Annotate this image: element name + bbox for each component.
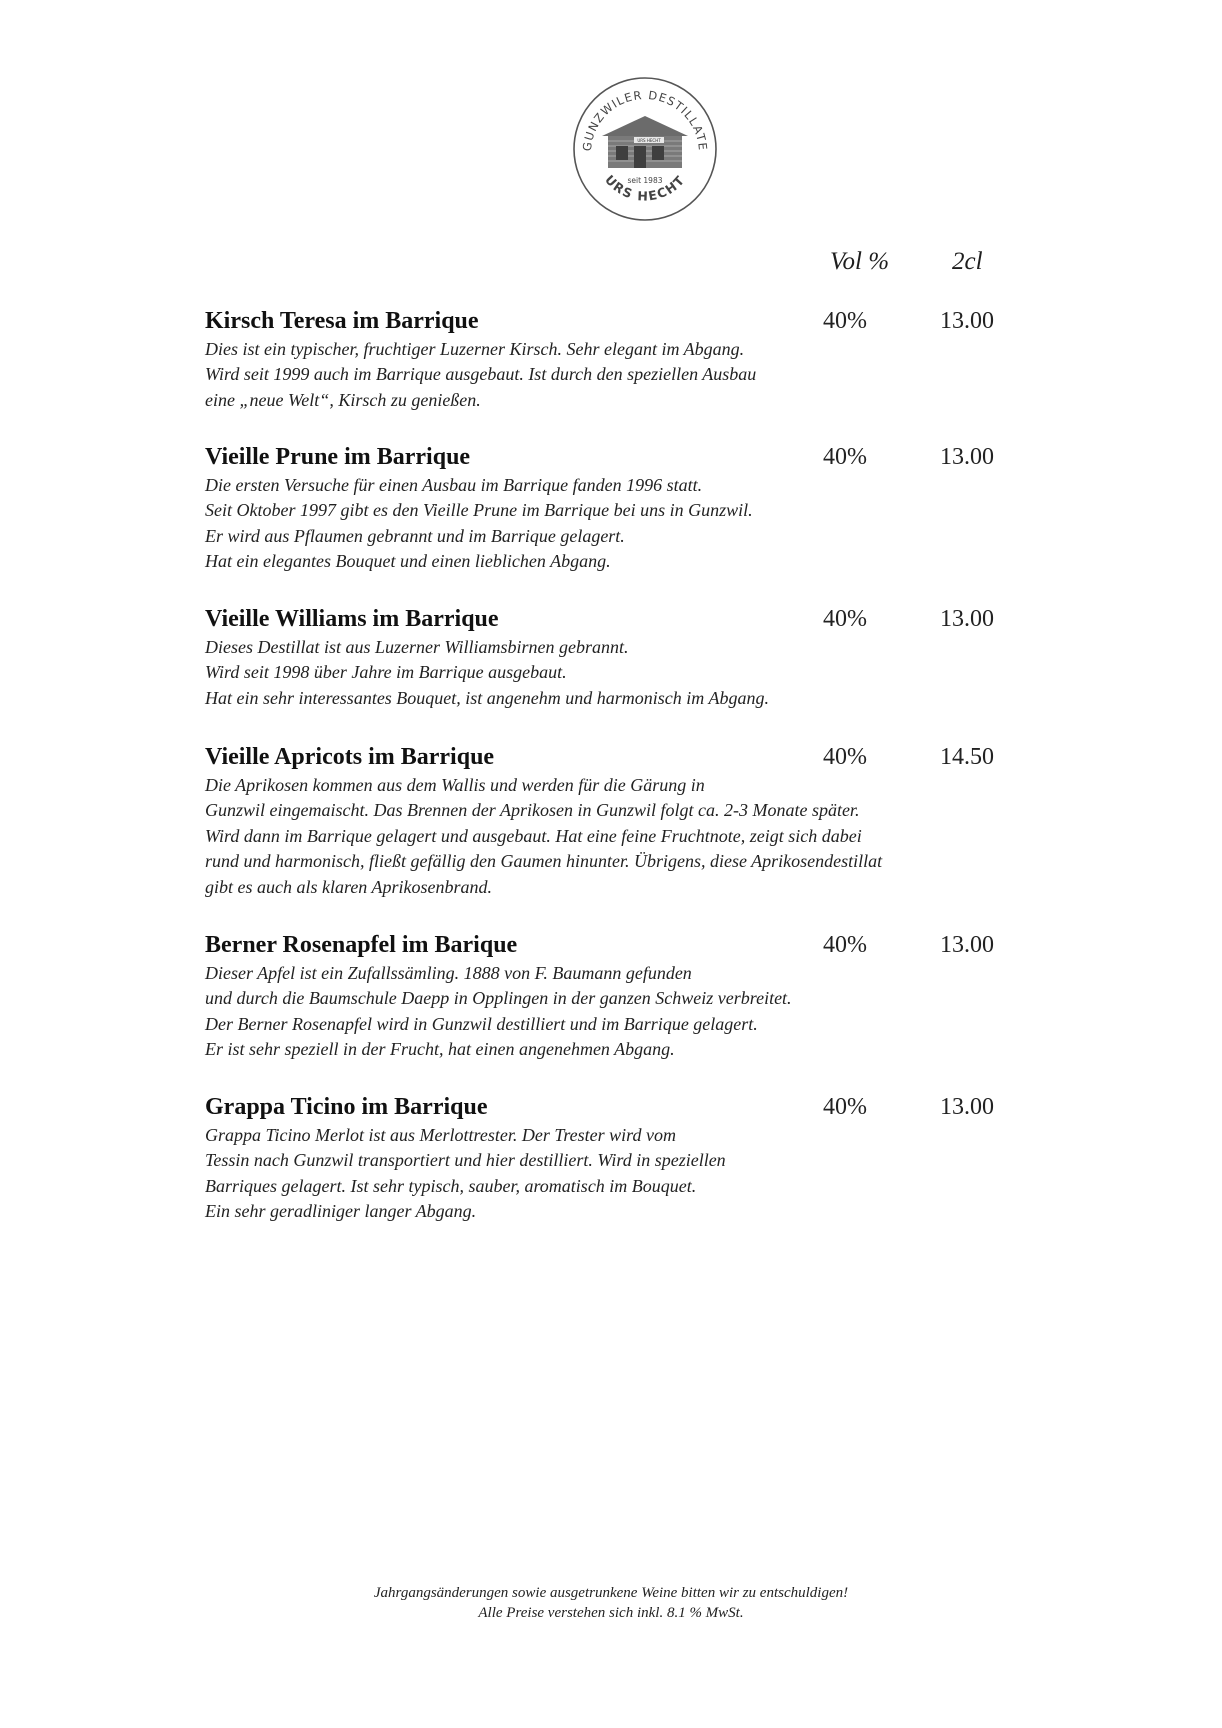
distillery-logo [572,76,718,222]
description-line: Er ist sehr speziell in der Frucht, hat einen angenehmen Abgang. [205,1039,675,1060]
entry-title: Vieille Williams im Barrique [205,606,499,632]
description-line: rund und harmonisch, fließt gefällig den Gaumen hinunter. Übrigens, diese Aprikosendestillat [205,851,883,872]
description-line: Ein sehr geradliniger langer Abgang. [205,1201,477,1222]
entry-description [205,773,1005,900]
description-line: Gunzwil eingemaischt. Das Brennen der Aprikosen in Gunzwil folgt ca. 2-3 Monate später. [205,800,860,821]
entry-title: Vieille Apricots im Barrique [205,744,495,770]
description-line: Die ersten Versuche für einen Ausbau im Barrique fanden 1996 statt. [205,475,703,495]
entry-vol: 40% [823,744,867,770]
logo-arc-bottom-text: URS HECHT [602,171,688,204]
description-line: Seit Oktober 1997 gibt es den Vieille Prune im Barrique bei uns in Gunzwil. [205,500,753,521]
entry-vol: 40% [823,444,867,470]
description-line: Grappa Ticino Merlot ist aus Merlottrester. Der Trester wird vom [205,1125,677,1145]
menu-entry [205,306,1005,413]
entry-price: 13.00 [940,308,994,334]
menu-entry [205,742,1005,900]
entry-vol: 40% [823,606,867,632]
footer-note [0,1583,1222,1623]
footer-line: Alle Preise verstehen sich inkl. 8.1 % MwSt. [478,1605,744,1621]
entry-title: Vieille Prune im Barrique [205,444,471,470]
entry-description [205,635,1005,711]
description-line: Wird seit 1999 auch im Barrique ausgebaut. Ist durch den speziellen Ausbau [205,364,757,385]
description-line: Dies ist ein typischer, fruchtiger Luzerner Kirsch. Sehr elegant im Abgang. [205,339,745,359]
entry-description [205,337,1005,413]
menu-entry [205,604,1005,711]
entry-title: Kirsch Teresa im Barrique [205,308,479,334]
description-line: eine „neue Welt“, Kirsch zu genießen. [205,389,481,410]
description-line: Dieses Destillat ist aus Luzerner Williamsbirnen gebrannt. [205,637,629,657]
menu-entry [205,930,1005,1063]
description-line: gibt es auch als klaren Aprikosenbrand. [205,876,492,897]
building-icon [602,116,688,168]
entry-price: 14.50 [940,744,994,770]
description-line: Der Berner Rosenapfel wird in Gunzwil destilliert und im Barrique gelagert. [205,1013,758,1034]
logo-since-text: seit 1983 [627,176,663,185]
description-line: und durch die Baumschule Daepp in Opplingen in der ganzen Schweiz verbreitet. [205,988,792,1009]
entry-vol: 40% [823,932,867,958]
description-line: Wird seit 1998 über Jahre im Barrique ausgebaut. [205,662,567,683]
description-line: Dieser Apfel ist ein Zufallssämling. 1888 von F. Baumann gefunden [205,963,692,983]
entry-vol: 40% [823,308,867,334]
description-line: Er wird aus Pflaumen gebrannt und im Barrique gelagert. [205,525,625,546]
column-header-size: 2cl [952,248,983,275]
entry-description [205,961,1005,1063]
description-line: Barriques gelagert. Ist sehr typisch, sauber, aromatisch im Bouquet. [205,1175,697,1196]
footer-line: Jahrgangsänderungen sowie ausgetrunkene Weine bitten wir zu entschuldigen! [373,1585,849,1601]
entry-description [205,473,1005,575]
description-line: Wird dann im Barrique gelagert und ausgebaut. Hat eine feine Fruchtnote, zeigt sich dabei [205,825,862,846]
entry-description [205,1123,1005,1225]
description-line: Hat ein elegantes Bouquet und einen lieblichen Abgang. [205,551,611,572]
entry-price: 13.00 [940,606,994,632]
entry-price: 13.00 [940,1094,994,1120]
menu-entry [205,442,1005,575]
description-line: Hat ein sehr interessantes Bouquet, ist angenehm und harmonisch im Abgang. [205,687,769,708]
column-header-vol: Vol % [830,248,890,275]
description-line: Tessin nach Gunzwil transportiert und hier destilliert. Wird in speziellen [205,1150,726,1171]
logo-arc-top-text: GUNZWILER DESTILLATE [579,87,711,152]
menu-entry [205,1092,1005,1225]
entry-price: 13.00 [940,444,994,470]
entry-vol: 40% [823,1094,867,1120]
logo-sign-text: URS HECHT [637,138,661,143]
entry-price: 13.00 [940,932,994,958]
description-line: Die Aprikosen kommen aus dem Wallis und werden für die Gärung in [205,775,705,795]
entry-title: Berner Rosenapfel im Barique [205,932,518,958]
entry-title: Grappa Ticino im Barrique [205,1094,488,1120]
